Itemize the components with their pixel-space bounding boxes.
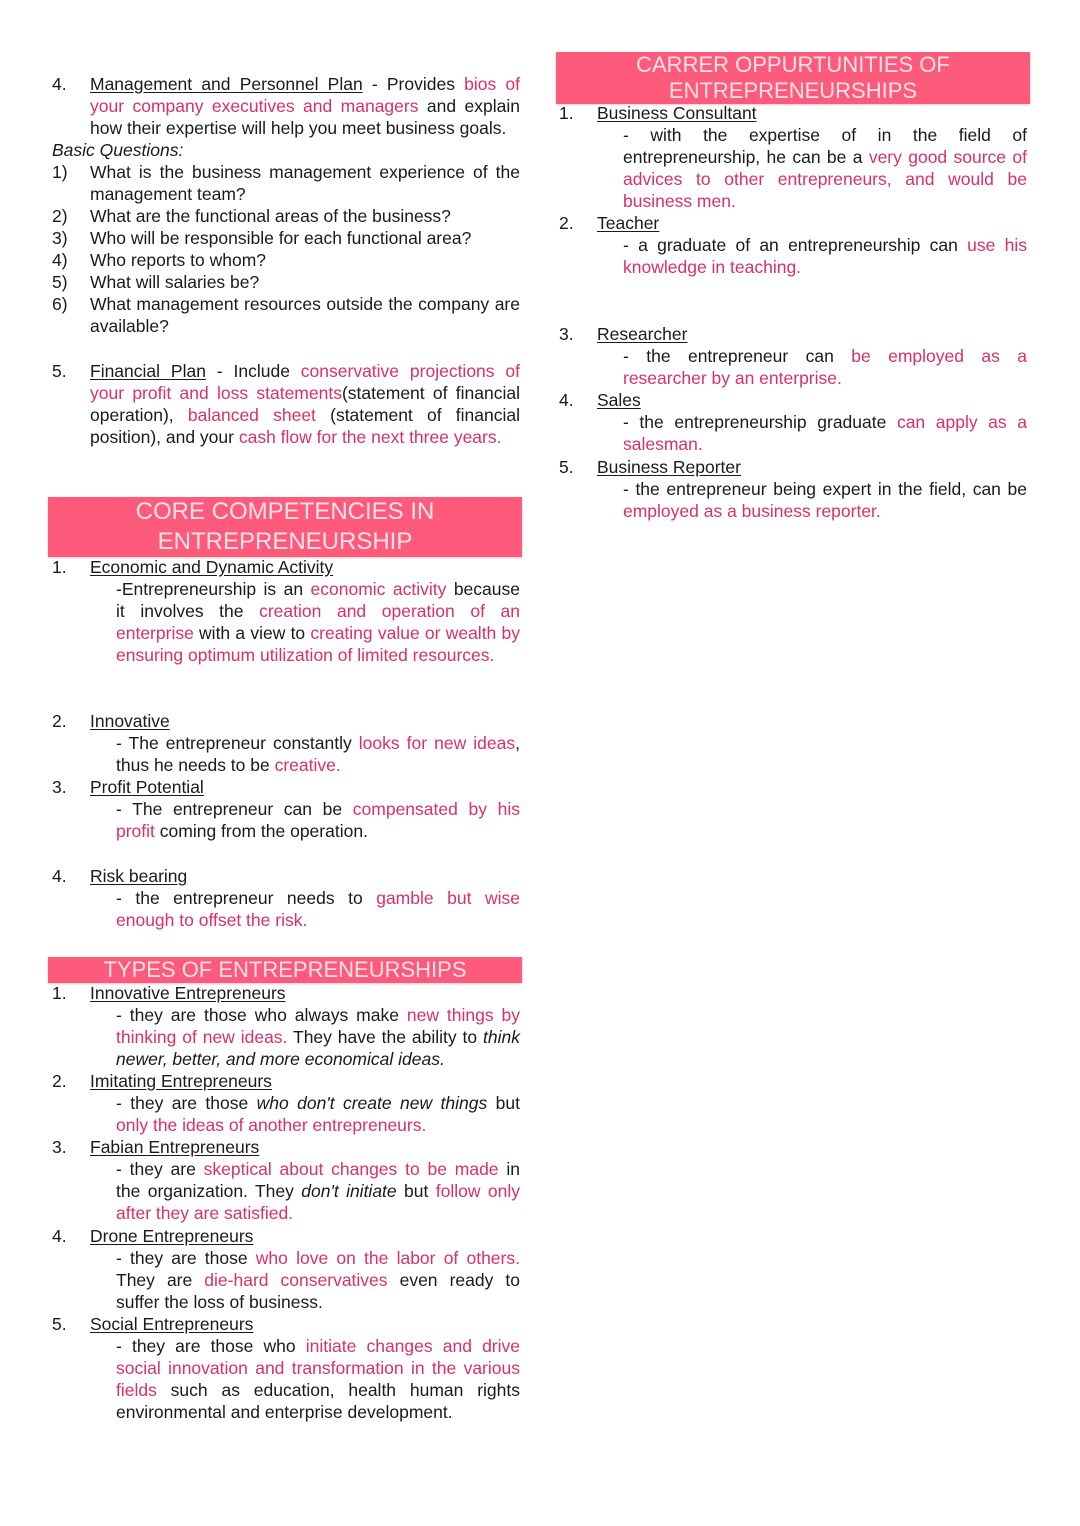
question-text: What is the business management experience of the management team?	[90, 162, 520, 204]
item-title: Risk bearing	[90, 866, 188, 886]
text-segment: - The entrepreneur constantly	[116, 733, 359, 753]
text-segment: - the entrepreneur can	[623, 346, 852, 366]
text-segment: such as education, health human rights environmental and enterprise development.	[116, 1380, 520, 1422]
financial-plan-title: Financial Plan	[90, 361, 206, 381]
item-title: Innovative Entrepreneurs	[90, 983, 286, 1003]
item-description	[623, 124, 1027, 212]
question-text: Who reports to whom?	[90, 250, 267, 270]
item-title: Social Entrepreneurs	[90, 1314, 254, 1334]
question-text: What management resources outside the company are available?	[90, 294, 520, 336]
item-number: 4.	[559, 390, 574, 410]
item-number: 4.	[52, 1226, 67, 1246]
text-segment: - a graduate of an entrepreneurship can	[623, 235, 968, 255]
banner-line: ENTREPRENEURSHIP	[157, 528, 413, 555]
item-title: Innovative	[90, 711, 170, 731]
management-plan-title: Management and Personnel Plan	[90, 74, 363, 94]
highlight-text: compensated by his profit	[116, 799, 520, 841]
item-number: 1.	[52, 557, 67, 577]
banner-line: CARRER OPPURTUNITIES OF	[636, 52, 950, 77]
text-segment: They have the ability to	[287, 1027, 484, 1047]
text-segment: -Entrepreneurship is an	[116, 579, 311, 599]
highlight-text: creation and operation of an enterprise	[116, 601, 520, 643]
highlight-text: economic activity	[310, 579, 447, 599]
text-segment: - The entrepreneur can be	[116, 799, 353, 819]
highlight-text: gamble but wise enough to offset the risk.	[116, 888, 520, 930]
item-description	[116, 1092, 520, 1136]
highlight-text: be employed as a researcher by an enterprise.	[623, 346, 1027, 388]
career-opportunities-banner	[556, 52, 1030, 104]
italic-text: who don't create new things	[256, 1093, 488, 1113]
item-description	[623, 411, 1027, 455]
item-title: Imitating Entrepreneurs	[90, 1071, 272, 1091]
highlight-text: balanced sheet	[187, 405, 316, 425]
text-segment: - they are those	[116, 1248, 256, 1268]
item-number: 2.	[559, 213, 574, 233]
banner-line: ENTREPRENEURSHIPS	[668, 78, 918, 103]
item-title: Profit Potential	[90, 777, 204, 797]
text-segment: , thus he needs to be	[116, 733, 520, 775]
item-number: 4.	[52, 866, 67, 886]
core-competencies-banner	[48, 497, 522, 557]
item-description	[116, 798, 520, 842]
question-text: What will salaries be?	[90, 272, 260, 292]
question-number: 3)	[52, 228, 68, 248]
text-segment: - they are	[116, 1159, 204, 1179]
highlight-text: very good source of advices to other entrepreneurs, and would be business men.	[623, 147, 1027, 211]
item-description	[623, 345, 1027, 389]
text-segment: - they are those who	[116, 1336, 306, 1356]
highlight-text: bios of your company executives and managers	[90, 74, 521, 116]
item-number: 5.	[52, 361, 67, 381]
highlight-text: die-hard conservatives	[204, 1270, 388, 1290]
text-segment: - the entrepreneurship graduate	[623, 412, 897, 432]
highlight-text: use his knowledge in teaching.	[623, 235, 1027, 277]
highlight-text: cash flow for the next three years.	[238, 427, 502, 447]
highlight-text: only the ideas of another entrepreneurs.	[116, 1115, 427, 1135]
question-text: Who will be responsible for each functional area?	[90, 228, 472, 248]
highlight-text: conservative projections of your profit and loss statements	[90, 361, 520, 403]
item-description	[623, 478, 1027, 522]
item-description	[116, 887, 520, 931]
text-segment: because it involves the	[116, 579, 520, 621]
highlight-text: skeptical about changes to be made	[203, 1159, 499, 1179]
question-number: 5)	[52, 272, 68, 292]
banner-line: CORE COMPETENCIES IN	[135, 498, 435, 525]
basic-questions-label: Basic Questions:	[52, 140, 184, 160]
item-title: Teacher	[597, 213, 660, 233]
question-number: 1)	[52, 162, 68, 182]
text-segment: - with the expertise of in the field of entrepreneurship, he can be a	[623, 125, 1027, 167]
item-title: Economic and Dynamic Activity	[90, 557, 334, 577]
italic-text: think newer, better, and more economical ideas.	[116, 1027, 520, 1069]
highlight-text: creating value or wealth by ensuring optimum utilization of limited resources.	[116, 623, 520, 665]
item-number: 5.	[559, 457, 574, 477]
highlight-text: can apply as a salesman.	[623, 412, 1027, 454]
item-title: Sales	[597, 390, 641, 410]
text-segment: - the entrepreneur being expert in the field, can be	[623, 479, 1027, 499]
item-number: 1.	[559, 103, 574, 123]
text-segment: - they are those	[116, 1093, 257, 1113]
question-number: 4)	[52, 250, 68, 270]
item-title: Researcher	[597, 324, 688, 344]
financial-plan-text	[90, 360, 520, 448]
text-segment: - Include	[205, 361, 301, 381]
text-segment: but	[487, 1093, 520, 1113]
item-number: 2.	[52, 711, 67, 731]
highlight-text: new things by thinking of new ideas.	[116, 1005, 520, 1047]
text-segment: - the entrepreneur needs to	[116, 888, 377, 908]
item-number: 3.	[52, 1137, 67, 1157]
italic-text: don't initiate	[301, 1181, 397, 1201]
item-description	[623, 234, 1027, 278]
item-number: 5.	[52, 1314, 67, 1334]
text-segment: - Provides	[362, 74, 465, 94]
text-segment: in the organization. They	[116, 1159, 520, 1201]
item-number: 1.	[52, 983, 67, 1003]
highlight-text: employed as a business reporter.	[623, 501, 881, 521]
question-text: What are the functional areas of the business?	[90, 206, 451, 226]
item-title: Drone Entrepreneurs	[90, 1226, 254, 1246]
highlight-text: initiate changes and drive social innovation and transformation in the various fields	[116, 1336, 521, 1400]
item-title: Fabian Entrepreneurs	[90, 1137, 260, 1157]
text-segment: - they are those who always make	[116, 1005, 407, 1025]
question-number: 6)	[52, 294, 68, 314]
item-description	[116, 732, 520, 776]
item-number: 4.	[52, 74, 67, 94]
item-description	[116, 1335, 520, 1423]
item-description	[116, 578, 520, 666]
text-segment: coming from the operation.	[154, 821, 368, 841]
text-segment: (statement of financial position), and your	[90, 405, 520, 447]
question-number: 2)	[52, 206, 68, 226]
item-number: 2.	[52, 1071, 67, 1091]
item-description	[116, 1247, 520, 1313]
text-segment: (statement of financial operation),	[90, 383, 520, 425]
item-title: Business Reporter	[597, 457, 741, 477]
text-segment: and explain how their expertise will help you meet business goals.	[90, 96, 520, 138]
item-description	[116, 1158, 520, 1224]
text-segment: but	[396, 1181, 436, 1201]
item-number: 3.	[52, 777, 67, 797]
highlight-text: follow only after they are satisfied.	[116, 1181, 520, 1223]
management-plan-text	[90, 73, 520, 139]
item-description	[116, 1004, 520, 1070]
text-segment: They are	[116, 1270, 205, 1290]
text-segment: with a view to	[193, 623, 311, 643]
highlight-text: who love on the labor of others.	[255, 1248, 520, 1268]
item-number: 3.	[559, 324, 574, 344]
highlight-text: looks for new ideas	[358, 733, 516, 753]
types-banner: TYPES OF ENTREPRENEURSHIPS	[48, 957, 522, 983]
highlight-text: creative.	[274, 755, 341, 775]
item-title: Business Consultant	[597, 103, 757, 123]
text-segment: even ready to suffer the loss of business.	[116, 1270, 520, 1312]
